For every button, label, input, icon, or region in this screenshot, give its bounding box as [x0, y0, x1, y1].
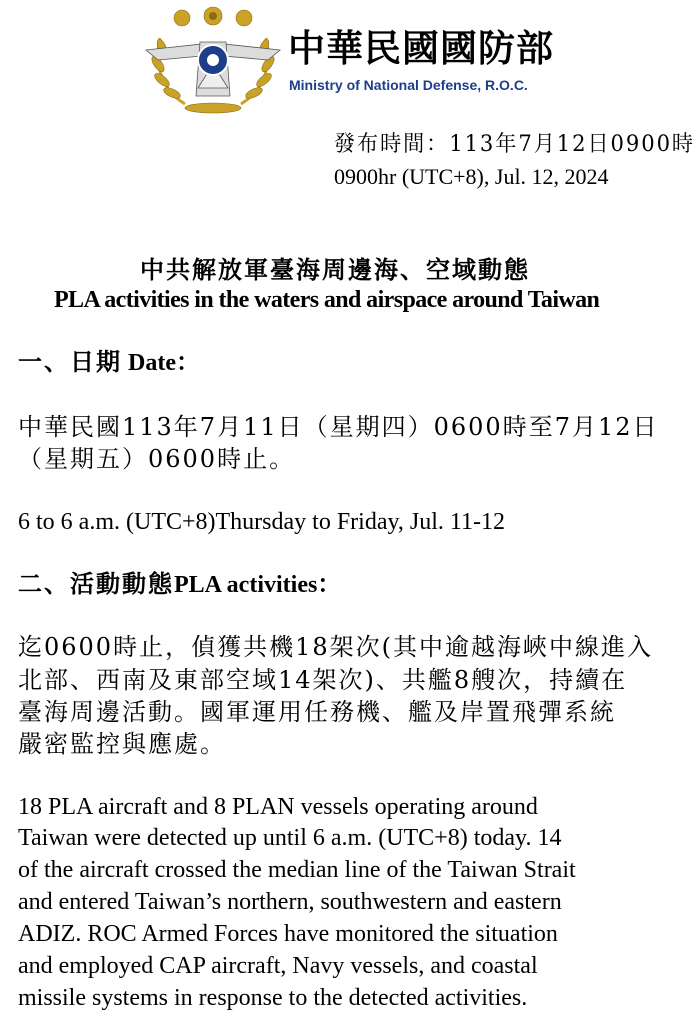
section1-heading: [18, 347, 200, 376]
section2-heading-zh: 二、活動動態: [18, 569, 174, 598]
section1-en: 6 to 6 a.m. (UTC+8)Thursday to Friday, Jul. 11-12: [18, 509, 506, 535]
org-name-zh: 中華民國國防部: [288, 27, 554, 70]
section2-en-line-7: missile systems in response to the detected activities.: [18, 985, 528, 1011]
section1-heading-en: Date：: [128, 350, 200, 376]
section2-zh-line-4: 嚴密監控與應處。: [18, 730, 226, 758]
title-zh: 中共解放軍臺海周邊海、空域動態: [140, 255, 530, 284]
section2-en-line-4: and entered Taiwan’s northern, southwestern and eastern: [18, 889, 562, 915]
section2-zh-line-3: 臺海周邊活動。國軍運用任務機、艦及岸置飛彈系統: [18, 698, 616, 726]
section1-zh-line-2: （星期五）0600時止。: [18, 445, 296, 473]
section2-en-line-3: of the aircraft crossed the median line of the Taiwan Strait: [18, 857, 576, 883]
section2-en-line-6: and employed CAP aircraft, Navy vessels, and coastal: [18, 953, 538, 979]
section2-en-line-2: Taiwan were detected up until 6 a.m. (UTC+8) today. 14: [18, 825, 562, 851]
section2-heading: [18, 569, 342, 598]
section2-en-line-1: 18 PLA aircraft and 8 PLAN vessels operating around: [18, 794, 538, 820]
section2-zh-line-1: 迄0600時止，偵獲共機18架次(其中逾越海峽中線進入: [18, 633, 653, 661]
org-name-en: Ministry of National Defense, R.O.C.: [289, 77, 528, 93]
mnd-emblem-icon: [140, 4, 286, 118]
section1-heading-zh: 一、日期: [18, 347, 122, 376]
section1-zh-line-1: 中華民國113年7月11日（星期四）0600時至7月12日: [18, 413, 659, 441]
release-time-en: 0900hr (UTC+8), Jul. 12, 2024: [334, 164, 609, 189]
section2-zh-line-2: 北部、西南及東部空域14架次)、共艦8艘次，持續在: [18, 666, 628, 694]
section2-en-line-5: ADIZ. ROC Armed Forces have monitored the situation: [18, 921, 558, 947]
section2-heading-en: PLA activities：: [174, 572, 342, 598]
release-time-zh: 發布時間：113年7月12日0900時: [334, 132, 695, 157]
title-en: PLA activities in the waters and airspace around Taiwan: [54, 287, 600, 313]
